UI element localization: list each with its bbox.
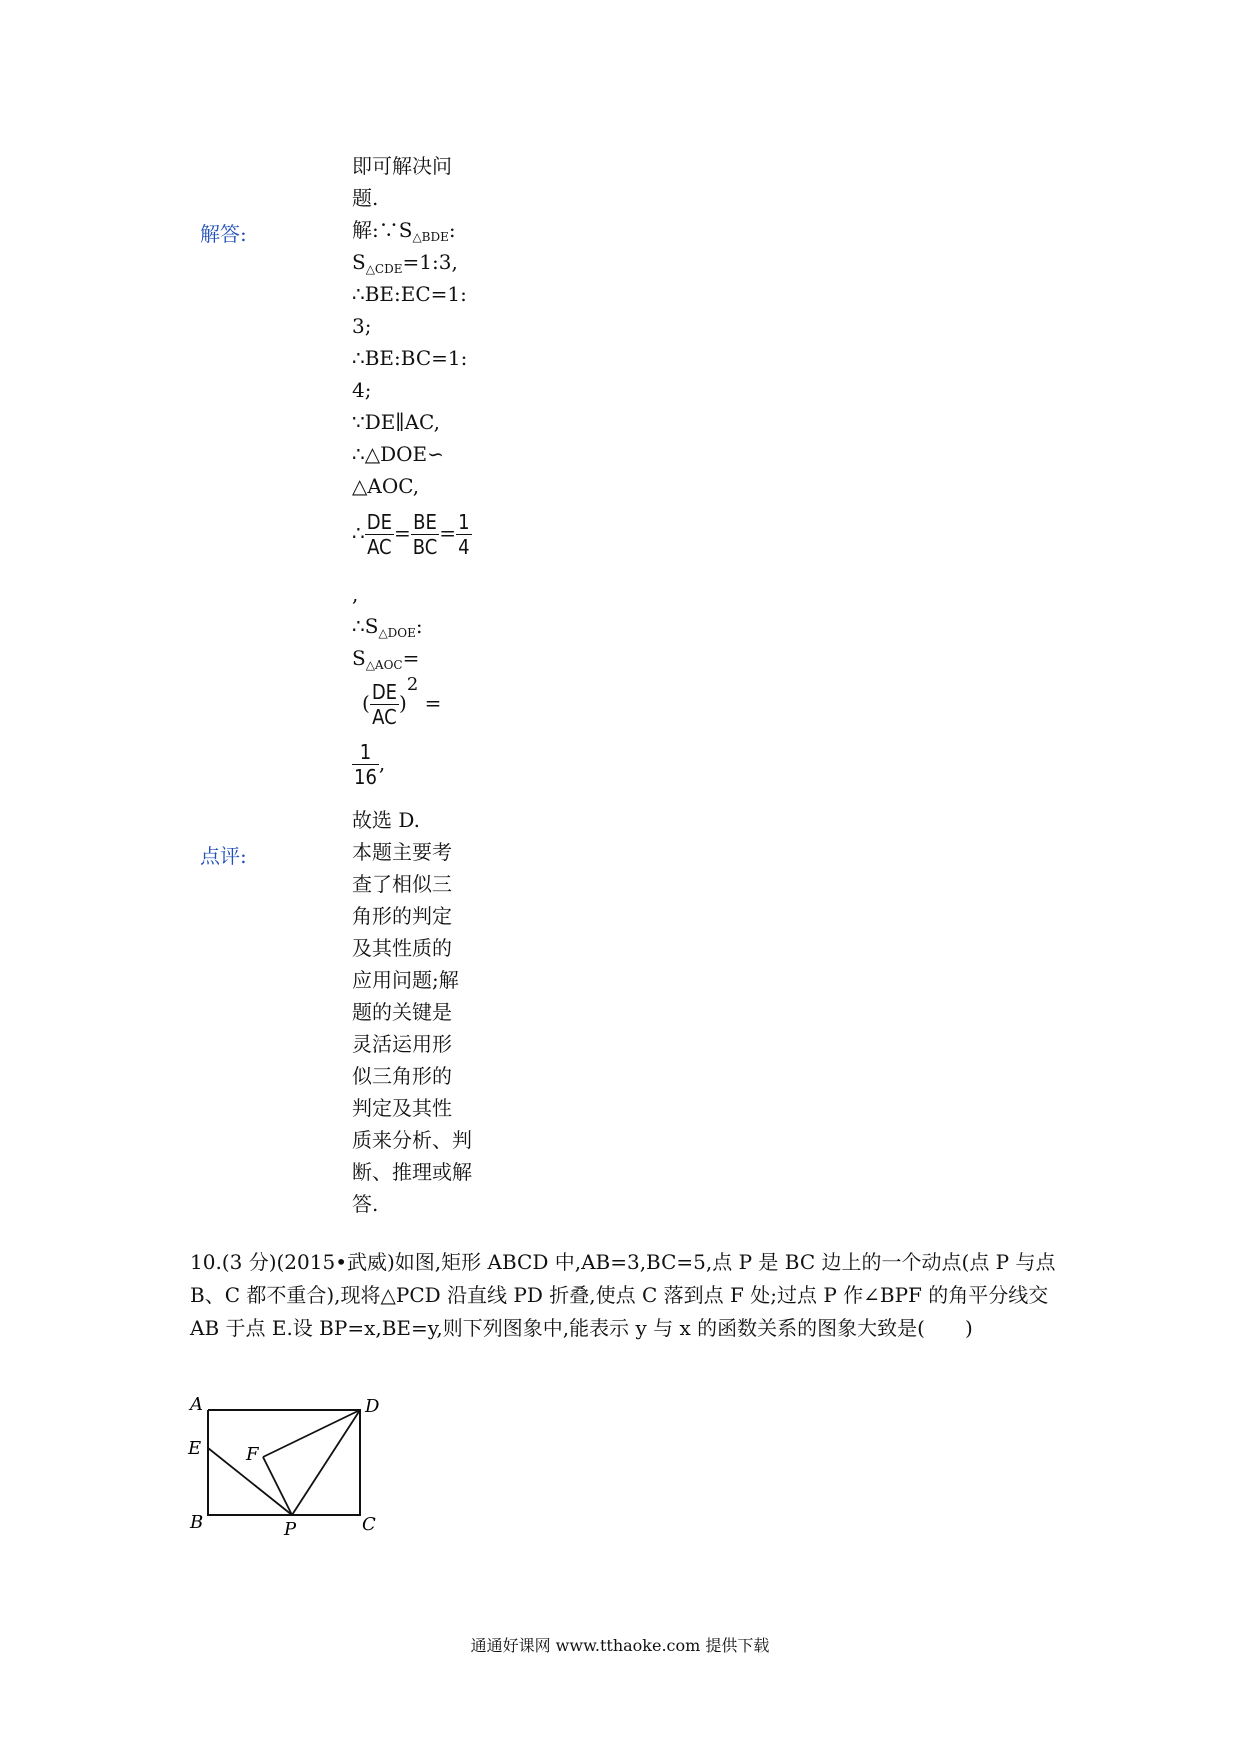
point-label-f: F xyxy=(246,1444,259,1465)
point-label-c: C xyxy=(362,1514,376,1535)
comment-label: 点评: xyxy=(200,844,247,868)
comment-line: 查了相似三 xyxy=(352,872,452,896)
comment-line: 质来分析、判 xyxy=(352,1128,472,1152)
point-label-d: D xyxy=(365,1396,380,1417)
answer-line-4: 3; xyxy=(352,314,372,338)
answer-line-11: $\therefore S_{\triangle DOE}$: xyxy=(352,614,423,640)
answer-line-3: ∴BE:EC=1: xyxy=(352,282,467,306)
answer-line-2: $S_{\triangle CDE}=1:3$, xyxy=(352,250,458,276)
point-label-b: B xyxy=(190,1512,204,1533)
comment-line: 应用问题;解 xyxy=(352,968,459,992)
comment-line: 题的关键是 xyxy=(352,1000,452,1024)
comment-line: 本题主要考 xyxy=(352,840,452,864)
comment-line: 角形的判定 xyxy=(352,904,452,928)
comma-line: , xyxy=(352,582,359,606)
answer-line-1: 解$:\because S_{\triangle BDE}$: xyxy=(352,218,456,244)
question-text: 10.(3 分)(2015•武威)如图,矩形 ABCD 中,AB=3,BC=5,点 P 是 BC 边上的一个动点(点 P 与点 B、C 都不重合),现将△PCD 沿直线 PD 折叠,使点 C 落到点 F 处;过点 P 作∠BPF 的角平分线交 AB 于点 E.设 BP=x,BE=y,则下列图象中,能表示 y 与 x 的函数关系的图象大致是( ) xyxy=(190,1250,1056,1340)
comment-line: 断、推理或解 xyxy=(352,1160,472,1184)
fraction-de-ac-2: $\frac{DE}{AC}$ xyxy=(371,680,398,729)
point-label-p: P xyxy=(284,1519,297,1540)
fraction-one-quarter: $\frac{1}{4}$ xyxy=(458,510,470,559)
fraction-de-ac: $\frac{DE}{AC}$ xyxy=(366,510,392,559)
ratio-equation: ∴ $\frac{DE}{AC}$ = $\frac{BE}{BC}$ = $\frac{1}{4}$ xyxy=(352,510,470,559)
comment-line: 似三角形的 xyxy=(352,1064,452,1088)
exponent: 2 xyxy=(406,674,419,696)
comment-line: 及其性质的 xyxy=(352,936,452,960)
answer-line-12: $S_{\triangle AOC}=$ xyxy=(352,646,420,672)
answer-line-5: ∴BE:BC=1: xyxy=(352,346,468,370)
analysis-line-1: 即可解决问 xyxy=(352,154,452,178)
result-fraction-line: $\frac{1}{16}$ , xyxy=(354,740,386,789)
segment-fp xyxy=(263,1457,292,1515)
rectangle-figure xyxy=(180,1390,400,1540)
fraction-be-bc: $\frac{BE}{BC}$ xyxy=(412,510,438,559)
fraction-one-sixteenth: $\frac{1}{16}$ xyxy=(354,740,377,789)
squared-ratio: ( $\frac{DE}{AC}$ )$^2$ = xyxy=(362,674,442,729)
answer-line-7: ∵DE∥AC, xyxy=(352,410,440,434)
answer-line-9: △AOC, xyxy=(352,474,420,498)
answer-line-8: ∴△DOE∽ xyxy=(352,442,444,466)
answer-choice: 故选 D. xyxy=(352,808,421,832)
comment-line: 答. xyxy=(352,1192,379,1216)
comment-line: 判定及其性 xyxy=(352,1096,452,1120)
analysis-line-2: 题. xyxy=(352,186,379,210)
comment-line: 灵活运用形 xyxy=(352,1032,452,1056)
point-label-a: A xyxy=(190,1394,203,1415)
answer-label: 解答: xyxy=(200,222,247,246)
point-label-e: E xyxy=(188,1438,202,1459)
answer-line-6: 4; xyxy=(352,378,372,402)
footer: 通通好课网 www.tthaoke.com 提供下载 xyxy=(470,1636,770,1655)
